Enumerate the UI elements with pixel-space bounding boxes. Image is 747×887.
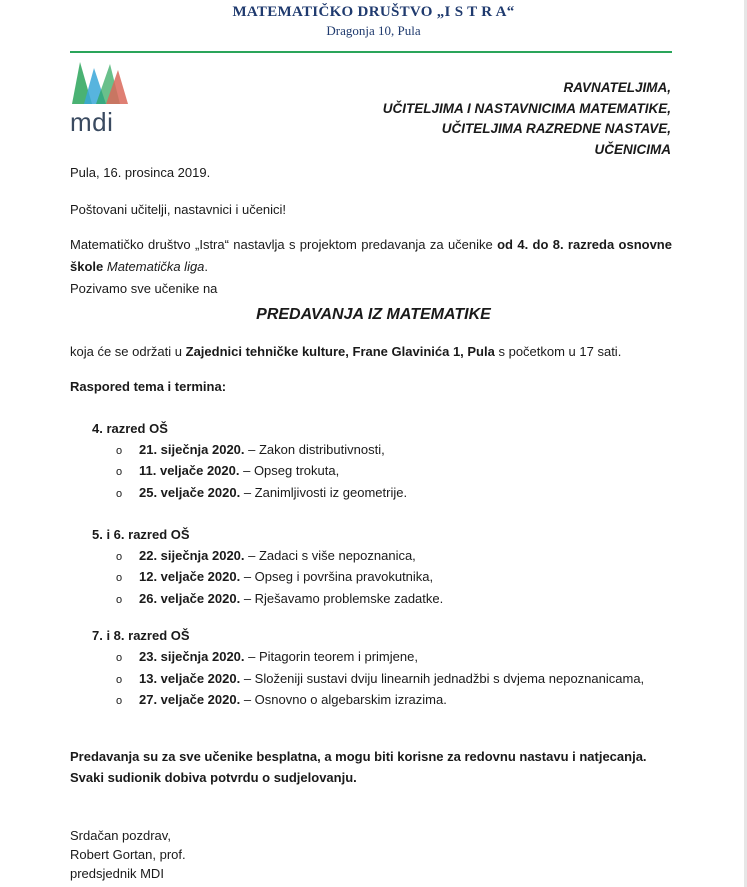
- recipient-line: UČITELJIMA I NASTAVNICIMA MATEMATIKE,: [382, 100, 671, 116]
- logo-wordmark: mdi: [70, 107, 114, 137]
- intro-text: Matematičko društvo „Istra“ nastavlja s projektom predavanja za učenike: [70, 237, 498, 252]
- closing-line: Predavanja su za sve učenike besplatna, a mogu biti korisne za redovnu nastavu i natjecanja.: [70, 749, 647, 764]
- item-topic: – Zadaci s više nepoznanica,: [244, 548, 416, 563]
- signature-block: [70, 826, 186, 883]
- list-item: [139, 569, 433, 584]
- list-item: [139, 649, 418, 664]
- location-text: koja će se održati u: [70, 344, 186, 359]
- item-date: 21. siječnja 2020.: [139, 442, 245, 457]
- group-title: 5. i 6. razred OŠ: [92, 527, 190, 542]
- recipient-line: UČENICIMA: [594, 141, 671, 157]
- item-topic: – Složeniji sustavi dviju linearnih jednadžbi s dvjema nepoznanicama,: [240, 671, 645, 686]
- recipient-line: UČITELJIMA RAZREDNE NASTAVE,: [441, 121, 671, 136]
- recipients-block: [383, 78, 671, 160]
- bullet-icon: o: [116, 695, 123, 707]
- closing-line: Svaki sudionik dobiva potvrdu o sudjelovanju.: [70, 770, 357, 785]
- bullet-icon: o: [116, 466, 123, 478]
- signoff-greeting: Srdačan pozdrav,: [70, 828, 171, 843]
- item-date: 22. siječnja 2020.: [139, 548, 245, 563]
- location-time: s početkom u 17 sati.: [494, 344, 622, 359]
- list-item: [139, 485, 407, 500]
- item-topic: – Zanimljivosti iz geometrije.: [240, 485, 408, 500]
- group-title: 7. i 8. razred OŠ: [92, 628, 190, 643]
- organization-name: MATEMATIČKO DRUŠTVO „I S T R A“: [232, 4, 515, 20]
- list-item: [139, 442, 385, 457]
- list-item: [139, 591, 443, 606]
- item-date: 27. veljače 2020.: [139, 692, 241, 707]
- signoff-name: Robert Gortan, prof.: [70, 847, 186, 862]
- bullet-icon: o: [116, 572, 123, 584]
- item-topic: – Osnovno o algebarskim izrazima.: [240, 692, 447, 707]
- bullet-icon: o: [116, 594, 123, 606]
- item-date: 11. veljače 2020.: [139, 463, 240, 478]
- closing-note: [70, 746, 647, 788]
- group-title: 4. razred OŠ: [92, 421, 168, 436]
- bullet-icon: o: [116, 488, 123, 500]
- list-item: [139, 548, 416, 563]
- item-topic: – Pitagorin teorem i primjene,: [244, 649, 418, 664]
- intro-paragraph: [70, 234, 672, 300]
- bullet-icon: o: [116, 551, 123, 563]
- item-date: 25. veljače 2020.: [139, 485, 241, 500]
- item-date: 13. veljače 2020.: [139, 671, 241, 686]
- item-date: 26. veljače 2020.: [139, 591, 241, 606]
- intro-period: .: [204, 259, 209, 274]
- invitation-text: Pozivamo sve učenike na: [70, 281, 218, 296]
- bullet-icon: o: [116, 652, 123, 664]
- recipient-line: RAVNATELJIMA,: [563, 80, 671, 95]
- item-topic: – Opseg i površina pravokutnika,: [240, 569, 434, 584]
- greeting: Poštovani učitelji, nastavnici i učenici!: [70, 202, 287, 217]
- letter-date: Pula, 16. prosinca 2019.: [70, 165, 211, 180]
- intro-project-name: Matematička liga: [106, 259, 205, 274]
- item-date: 12. veljače 2020.: [139, 569, 241, 584]
- list-item: [139, 692, 447, 707]
- organization-address: Dragonja 10, Pula: [326, 23, 421, 38]
- signoff-title: predsjednik MDI: [70, 866, 164, 881]
- bullet-icon: o: [116, 674, 123, 686]
- location-line: [70, 344, 621, 359]
- bullet-icon: o: [116, 445, 123, 457]
- item-topic: – Opseg trokuta,: [239, 463, 340, 478]
- location-venue: Zajednici tehničke kulture, Frane Glavinića 1, Pula: [185, 344, 495, 359]
- list-item: [139, 463, 339, 478]
- header-divider: [70, 51, 672, 53]
- list-item: [139, 671, 644, 686]
- schedule-title: Raspored tema i termina:: [70, 379, 227, 394]
- lecture-heading: PREDAVANJA IZ MATEMATIKE: [256, 306, 491, 323]
- item-topic: – Zakon distributivnosti,: [244, 442, 385, 457]
- item-topic: – Rješavamo problemske zadatke.: [240, 591, 444, 606]
- item-date: 23. siječnja 2020.: [139, 649, 245, 664]
- intro-grades: od 4. do 8. razreda osnovne škole: [70, 237, 672, 274]
